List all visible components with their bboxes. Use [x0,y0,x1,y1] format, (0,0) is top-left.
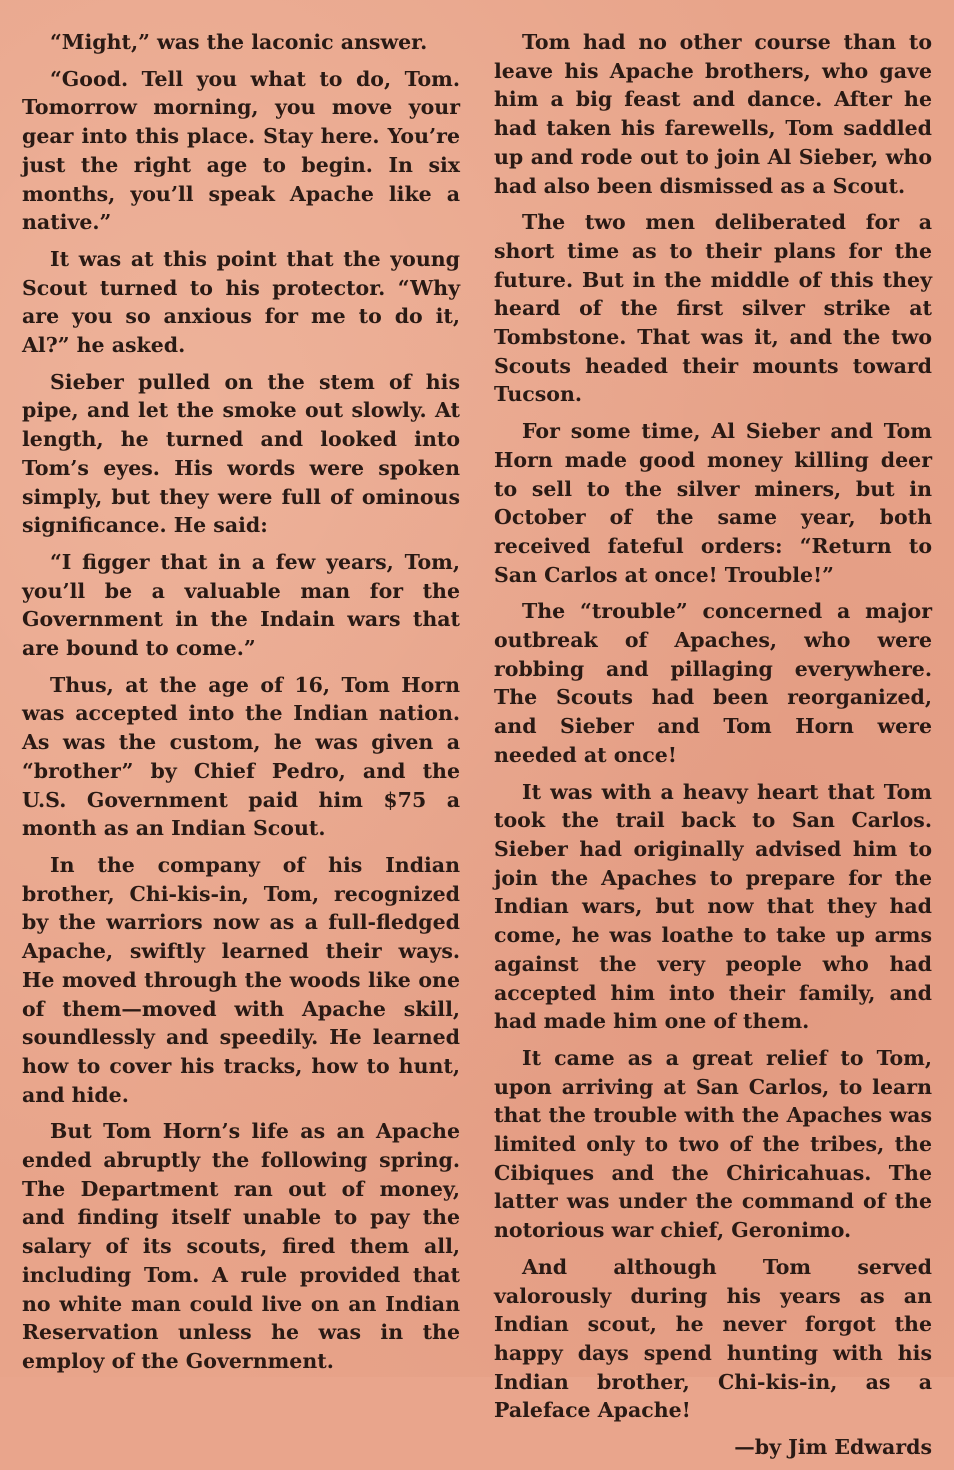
paragraph: And although Tom served valorously during his years as an Indian scout, he never forgot the happy days spend hunting with his Indian brother, Chi-kis-in, as a Paleface Apache! [494,1254,932,1423]
paragraph: For some time, Al Sieber and Tom Horn made good money killing deer to sell to the silver miners, but in October of the same year, both received fateful orders: “Return to San Carlos at once! Trouble!” [494,419,932,587]
paragraph: It was with a heavy heart that Tom took the trail back to San Carlos. Sieber had originally advised him to join the Apaches to prepare for the Indian wars, but now that they had come, he was loathe to take up arms against the very people who had accepted him into their family, and had made him one of them. [494,779,932,1034]
paragraph: Tom had no other course than to leave his Apache brothers, who gave him a big feast and dance. After he had taken his farewells, Tom saddled up and rode out to join Al Sieber, who had also been dismissed as a Scout. [494,30,932,198]
paragraph: It came as a great relief to Tom, upon arriving at San Carlos, to learn that the trouble with the Apaches was limited only to two of the tribes, the Cibiques and the Chiricahuas. The latter was under the command of the notorious war chief, Geronimo. [494,1045,932,1243]
left-column [22,28,460,1384]
byline: —by Jim Edwards [734,1435,932,1460]
paragraph: “I figger that in a few years, Tom, you’ll be a valuable man for the Government in the Indain wars that are bound to come.” [22,549,460,661]
paragraph: Sieber pulled on the stem of his pipe, and let the smoke out slowly. At length, he turned and looked into Tom’s eyes. His words were spoken simply, but they were full of ominous significance. He said: [22,369,460,538]
paragraph: But Tom Horn’s life as an Apache ended abruptly the following spring. The Department ran out of money, and finding itself unable to pay the salary of its scouts, fired them all, including Tom. A rule provided that no white man could live on an Indian Reservation unless he was in the employ of the Government. [22,1119,460,1373]
paragraph: It was at this point that the young Scout turned to his protector. “Why are you so anxious for me to do it, Al?” he asked. [22,246,460,358]
paragraph: The “trouble” concerned a major outbreak of Apaches, who were robbing and pillaging everywhere. The Scouts had been reorganized, and Sieber and Tom Horn were needed at once! [494,599,932,767]
paragraph: “Might,” was the laconic answer. [50,30,428,54]
paragraph: In the company of his Indian brother, Chi-kis-in, Tom, recognized by the warriors now as a full-fledged Apache, swiftly learned their ways. He moved through the woods like one of them—moved with Apache skill, soundlessly and speedily. He learned how to cover his tracks, how to hunt, and hide. [22,852,460,1107]
paragraph: The two men deliberated for a short time as to their plans for the future. But in the middle of this they heard of the first silver strike at Tombstone. That was it, and the two Scouts headed their mounts toward Tucson. [494,210,932,407]
right-column [494,28,932,1470]
paragraph: “Good. Tell you what to do, Tom. Tomorrow morning, you move your gear into this place. Stay here. You’re just the right age to begin. In six months, you’ll speak Apache like a native.” [22,66,460,235]
paragraph: Thus, at the age of 16, Tom Horn was accepted into the Indian nation. As was the custom, he was given a “brother” by Chief Pedro, and the U.S. Government paid him $75 a month as an Indian Scout. [22,672,460,841]
